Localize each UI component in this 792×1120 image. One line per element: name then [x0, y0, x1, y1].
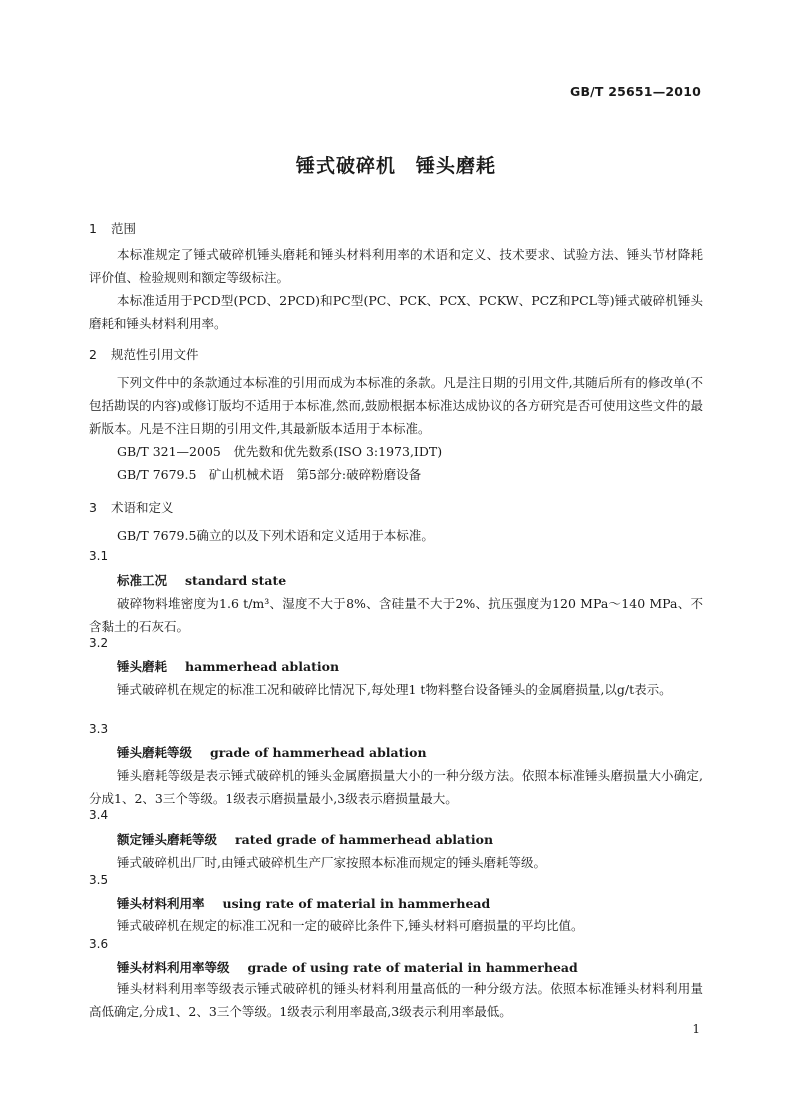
term-definition: 锤头磨耗等级是表示锤式破碎机的锤头金属磨损量大小的一种分级方法。依照本标准锤头磨损量大小确定,分成1、2、3三个等级。1级表示磨损量最小,3级表示磨损量最大。: [89, 768, 703, 806]
section-2-paragraph-1: 下列文件中的条款通过本标准的引用而成为本标准的条款。凡是注日期的引用文件,其随后所有的修改单(不包括勘误的内容)或修订版均不适用于本标准,然而,鼓励根据本标准达成协议的各方研究是否可使用这些文件的最新版本。凡是不注日期的引用文件,其最新版本适用于本标准。: [89, 375, 703, 436]
term-heading: [117, 571, 286, 589]
section-number: 3: [89, 500, 97, 515]
term-definition: 锤头材料利用率等级表示锤式破碎机的锤头材料利用量高低的一种分级方法。依照本标准锤头材料利用量高低确定,分成1、2、3三个等级。1级表示利用率最高,3级表示利用率最低。: [89, 981, 703, 1019]
term-english: grade of using rate of material in hammerhead: [247, 960, 578, 975]
section-title: 规范性引用文件: [111, 347, 199, 362]
term-chinese: 锤头材料利用率等级: [117, 960, 230, 975]
section-1-paragraph-1: 本标准规定了锤式破碎机锤头磨耗和锤头材料利用率的术语和定义、技术要求、试验方法、锤头节材降耗评价值、检验规则和额定等级标注。: [89, 247, 703, 285]
clause-number: 3.4: [89, 808, 109, 822]
clause-number: 3.5: [89, 873, 109, 887]
section-1-paragraph-2: 本标准适用于PCD型(PCD、2PCD)和PC型(PC、PCK、PCX、PCKW、PCZ和PCL等)锤式破碎机锤头磨耗和锤头材料利用率。: [89, 293, 703, 331]
term-english: using rate of material in hammerhead: [222, 896, 491, 911]
section-number: 2: [89, 347, 97, 362]
term-english: standard state: [185, 573, 287, 588]
standard-number: GB/T 25651—2010: [569, 84, 701, 99]
term-definition: 锤式破碎机在规定的标准工况和一定的破碎比条件下,锤头材料可磨损量的平均比值。: [117, 918, 584, 933]
section-3-intro: GB/T 7679.5确立的以及下列术语和定义适用于本标准。: [117, 528, 434, 543]
term-english: hammerhead ablation: [185, 659, 340, 674]
term-chinese: 额定锤头磨耗等级: [117, 832, 218, 847]
term-english: grade of hammerhead ablation: [210, 745, 427, 760]
page-title: 锤式破碎机 锤头磨耗: [295, 155, 496, 177]
section-2-heading: [89, 345, 199, 363]
term-definition: 锤式破碎机在规定的标准工况和破碎比情况下,每处理1 t物料整台设备锤头的金属磨损量,以g/t表示。: [117, 682, 672, 697]
normative-reference-1: GB/T 321—2005 优先数和优先数系(ISO 3:1973,IDT): [117, 444, 443, 459]
term-heading: [117, 958, 578, 976]
clause-number: 3.3: [89, 722, 109, 736]
term-heading: [117, 830, 493, 848]
normative-reference-2: GB/T 7679.5 矿山机械术语 第5部分:破碎粉磨设备: [117, 467, 422, 482]
clause-number: 3.6: [89, 937, 109, 951]
term-definition: 破碎物料堆密度为1.6 t/m³、湿度不大于8%、含硅量不大于2%、抗压强度为120 MPa～140 MPa、不含黏土的石灰石。: [89, 596, 703, 634]
section-number: 1: [89, 221, 97, 236]
clause-number: 3.1: [89, 549, 109, 563]
section-title: 范围: [111, 221, 137, 236]
term-chinese: 锤头磨耗: [117, 659, 168, 674]
term-heading: [117, 743, 427, 761]
section-3-heading: [89, 498, 174, 516]
clause-number: 3.2: [89, 636, 109, 650]
term-chinese: 锤头材料利用率: [117, 896, 205, 911]
term-chinese: 锤头磨耗等级: [117, 745, 193, 760]
section-title: 术语和定义: [111, 500, 174, 515]
section-1-heading: [89, 219, 136, 237]
term-english: rated grade of hammerhead ablation: [235, 832, 494, 847]
term-chinese: 标准工况: [117, 573, 168, 588]
term-definition: 锤式破碎机出厂时,由锤式破碎机生产厂家按照本标准而规定的锤头磨耗等级。: [117, 855, 546, 870]
term-heading: [117, 894, 490, 912]
page-number: 1: [692, 1022, 700, 1036]
term-heading: [117, 657, 339, 675]
